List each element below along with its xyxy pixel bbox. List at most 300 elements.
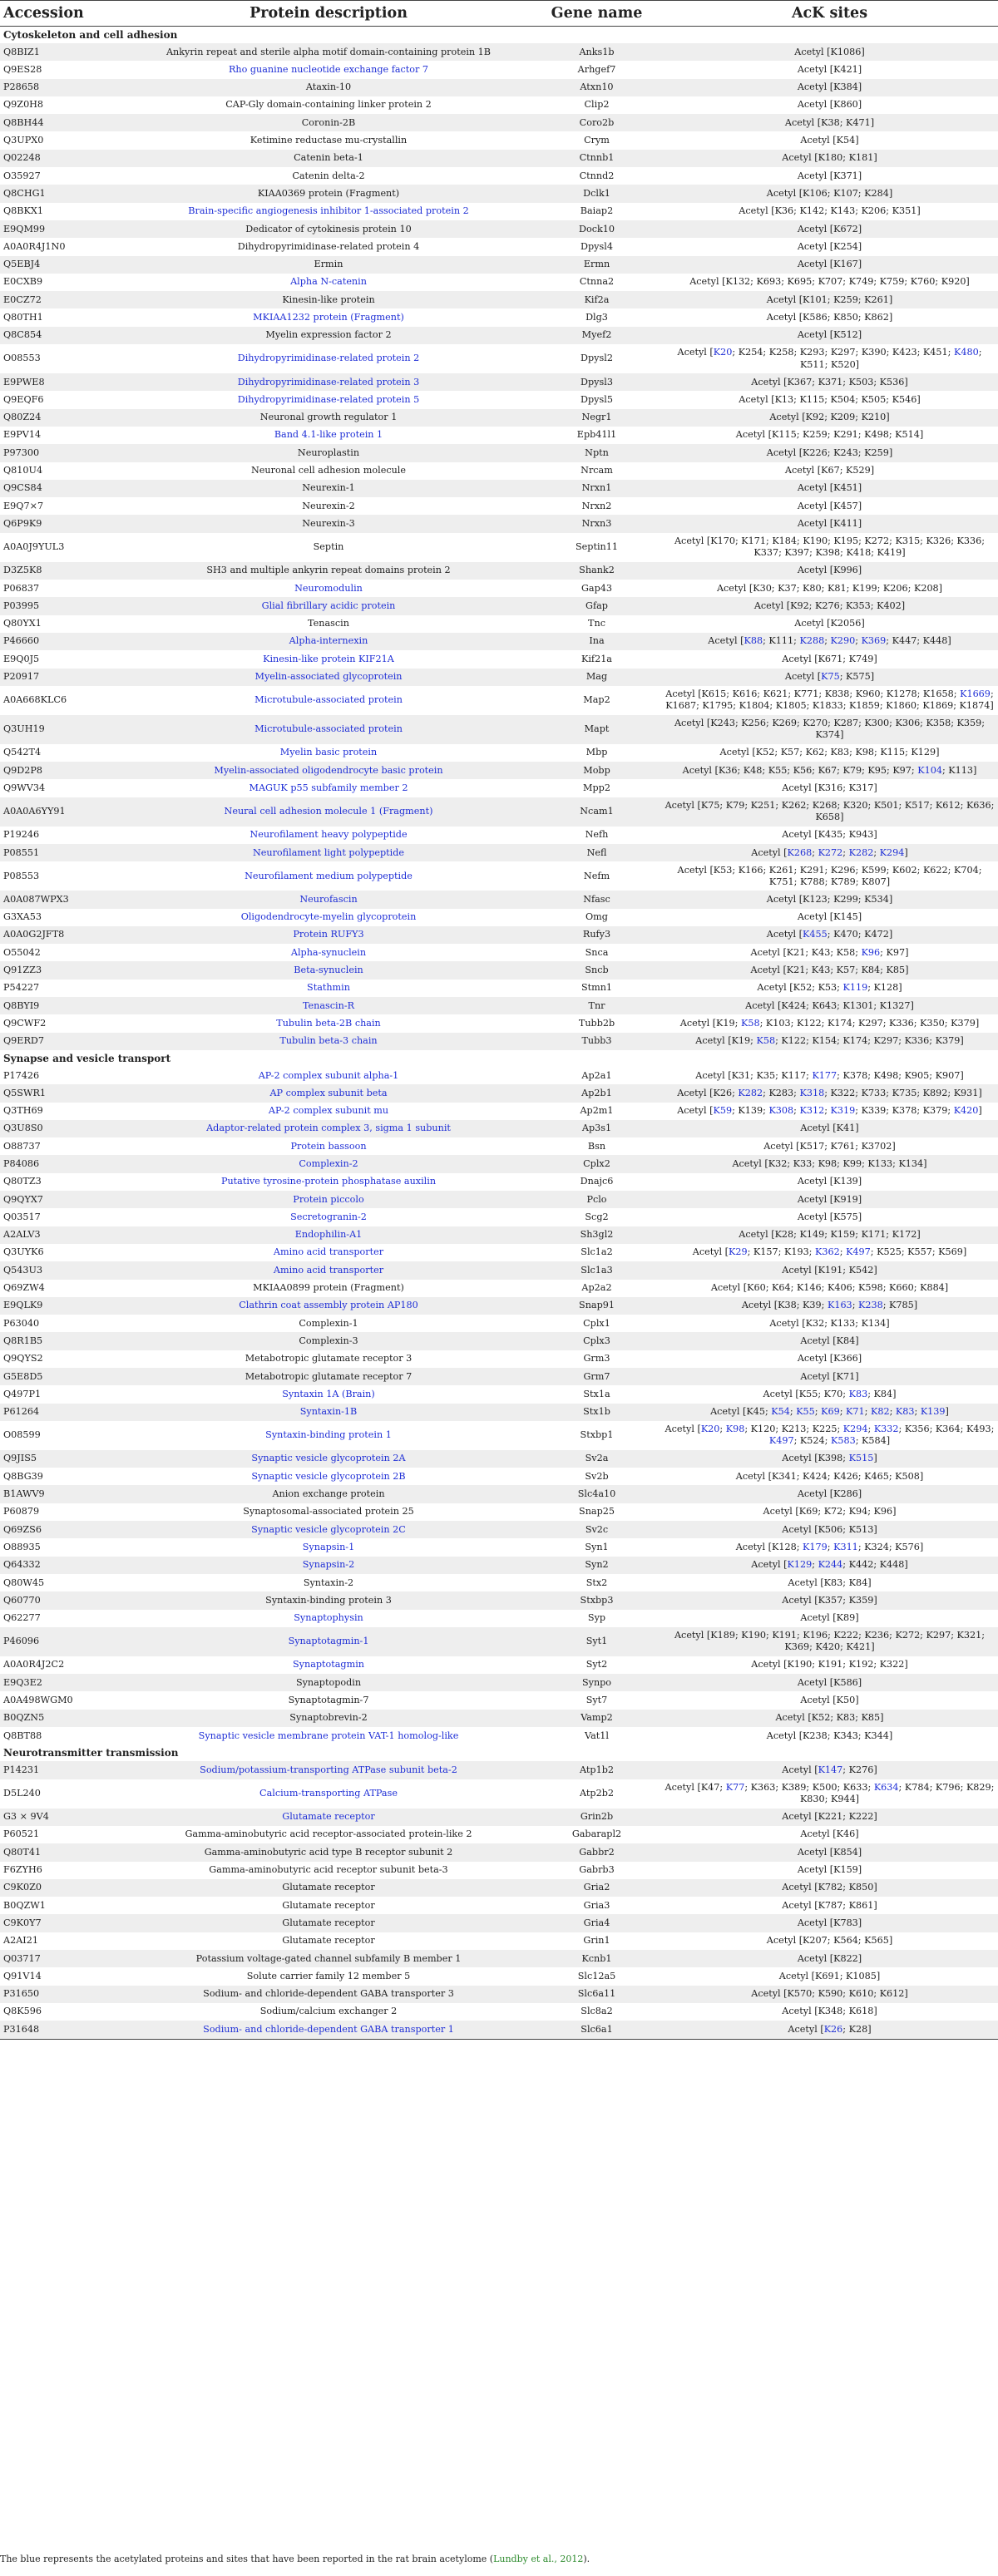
- footnote-end: ).: [583, 2554, 590, 2564]
- gene-name-cell: Vat1l: [585, 1730, 609, 1741]
- site-highlighted: K497: [768, 1435, 794, 1447]
- site-text: ;: [914, 1406, 921, 1418]
- protein-description-cell: Dihydropyrimidinase-related protein 5: [237, 393, 420, 405]
- gene-name-cell: Kif2a: [532, 291, 661, 308]
- accession-cell: Q497P1: [3, 1388, 42, 1399]
- protein-description-cell: Anion exchange protein: [125, 1485, 532, 1503]
- protein-description-cell: Band 4.1-like protein 1: [274, 429, 383, 441]
- site-text: ;: [793, 1105, 800, 1117]
- protein-description-cell: Solute carrier family 12 member 5: [246, 1970, 411, 1981]
- ack-sites-cell: [661, 1610, 998, 1627]
- site-highlighted: K83: [848, 1388, 868, 1399]
- site-text: K658]: [815, 812, 844, 823]
- table-row: [0, 650, 998, 668]
- accession-cell: F6ZYH6: [3, 1864, 42, 1876]
- site-text: Acetyl [K54]: [800, 135, 859, 146]
- site-highlighted: K26: [823, 2023, 843, 2035]
- table-row: [0, 1574, 998, 1591]
- site-highlighted: K71: [846, 1406, 865, 1418]
- accession-cell: Q69ZS6: [0, 1521, 125, 1538]
- ack-sites-cell: [661, 1120, 998, 1137]
- table-row: [0, 861, 998, 891]
- site-text: Acetyl [K170; K171; K184; K190; K195; K272; K315; K326; K336;: [674, 535, 986, 547]
- site-text: Acetyl [K506; K513]: [782, 1523, 877, 1535]
- protein-description-cell: Coronin-2B: [125, 114, 532, 131]
- gene-name-cell: Dpysl5: [581, 393, 613, 405]
- section-title: Cytoskeleton and cell adhesion: [3, 28, 178, 41]
- protein-description-cell: Neuronal cell adhesion molecule: [251, 465, 406, 476]
- ack-sites-cell: [661, 1261, 998, 1279]
- site-text: Acetyl [K787; K861]: [782, 1899, 877, 1911]
- accession-cell: Q3TH69: [3, 1105, 43, 1117]
- ack-sites-cell: [661, 1691, 998, 1709]
- site-text: Acetyl [K421]: [797, 63, 862, 75]
- table-row: [0, 533, 998, 562]
- gene-name-cell: Dpysl3: [532, 373, 661, 391]
- protein-description-cell: Synapsin-1: [302, 1541, 355, 1552]
- site-text: ; K97]: [880, 946, 909, 958]
- gene-name-cell: Ncam1: [532, 797, 661, 827]
- table-row: [0, 1208, 998, 1226]
- ack-sites-cell: [661, 1067, 998, 1084]
- site-text: Acetyl [K570; K590; K610; K612]: [751, 1988, 908, 2000]
- ack-sites-cell: [661, 96, 998, 114]
- gene-name-cell: Ap2m1: [580, 1105, 614, 1117]
- table-row: [0, 1315, 998, 1332]
- accession-cell: Q8BH44: [0, 114, 125, 131]
- site-text: ; K128]: [867, 982, 902, 994]
- table-row: [0, 1727, 998, 1744]
- table-row: [0, 1843, 998, 1861]
- footnote-citation-link[interactable]: Lundby et al., 2012: [493, 2554, 584, 2564]
- accession-cell: Q543U3: [0, 1261, 125, 1279]
- ack-sites-cell: [661, 2003, 998, 2021]
- table-row: [0, 1627, 998, 1656]
- gene-name-cell: Tnr: [532, 997, 661, 1014]
- table-row: [0, 1155, 998, 1172]
- ack-sites-cell: [661, 669, 998, 686]
- site-text: Acetyl [K115; K259; K291; K498; K514]: [735, 429, 924, 441]
- ack-sites-cell: [661, 1656, 998, 1674]
- table-row: [0, 997, 998, 1014]
- ack-sites-cell: [661, 409, 998, 427]
- ack-sites-cell: [661, 1897, 998, 1914]
- site-text: Acetyl [K123; K299; K534]: [766, 893, 893, 905]
- ack-sites-cell: [661, 43, 998, 61]
- accession-cell: P63040: [3, 1317, 40, 1329]
- site-text: Acetyl [K435; K943]: [782, 829, 877, 841]
- site-text: ; K120; K213; K225;: [744, 1424, 843, 1435]
- protein-description-cell: Neural cell adhesion molecule 1 (Fragment): [125, 797, 532, 827]
- site-text: Acetyl [K1086]: [794, 46, 865, 57]
- accession-cell: P54227: [3, 982, 40, 994]
- protein-description-cell: Secretogranin-2: [290, 1211, 367, 1222]
- site-highlighted: K98: [725, 1424, 745, 1435]
- site-text: Acetyl [K671; K749]: [782, 653, 877, 664]
- table-row: [0, 1226, 998, 1244]
- site-highlighted: K96: [861, 946, 881, 958]
- table-row: [0, 1674, 998, 1691]
- accession-cell: Q80W45: [3, 1577, 45, 1588]
- accession-cell: Q60770: [0, 1591, 125, 1609]
- accession-cell: E9QM99: [0, 220, 125, 238]
- gene-name-cell: Cplx2: [532, 1155, 661, 1172]
- protein-description-cell: Tubulin beta-3 chain: [125, 1033, 532, 1050]
- protein-description-cell: Potassium voltage-gated channel subfamily B member 1: [125, 1950, 532, 1967]
- site-text: Acetyl [K55; K70;: [763, 1388, 849, 1399]
- accession-cell: Q6P9K9: [0, 515, 125, 532]
- site-text: ; K283;: [763, 1087, 800, 1098]
- table-row: [0, 1656, 998, 1674]
- ack-sites-cell: [661, 615, 998, 633]
- gene-name-cell: Gria2: [532, 1879, 661, 1897]
- site-text: Acetyl [K243; K256; K269; K270; K287; K300; K306; K358; K359;: [674, 718, 986, 729]
- accession-cell: A0A668KLC6: [3, 694, 67, 706]
- protein-description-cell: Beta-synuclein: [125, 961, 532, 979]
- accession-cell: E0CZ72: [0, 291, 125, 308]
- accession-cell: Q3UH19: [0, 715, 125, 744]
- accession-cell: Q9Z0H8: [3, 99, 44, 111]
- gene-name-cell: Myef2: [532, 327, 661, 344]
- site-text: ; K442; K448]: [842, 1559, 908, 1571]
- protein-description-cell: MKIAA1232 protein (Fragment): [253, 312, 404, 323]
- protein-description-cell: Alpha-synuclein: [290, 946, 367, 958]
- site-text: Acetyl [K132; K693; K695; K707; K749; K759; K760; K920]: [689, 276, 970, 288]
- ack-sites-cell: [661, 203, 998, 220]
- site-text: Acetyl [: [751, 1559, 788, 1571]
- site-highlighted: K179: [803, 1541, 828, 1552]
- gene-name-cell: Crym: [584, 135, 610, 146]
- site-text: Acetyl [K36; K142; K143; K206; K351]: [739, 205, 921, 217]
- table-row: [0, 1385, 998, 1403]
- accession-cell: Q9QYS2: [3, 1353, 43, 1364]
- accession-cell: P97300: [0, 444, 125, 461]
- table-row: [0, 409, 998, 427]
- gene-name-cell: Mag: [532, 669, 661, 686]
- site-text: ; K378; K498; K905; K907]: [837, 1069, 964, 1081]
- site-text: Acetyl [K782; K850]: [782, 1882, 877, 1893]
- site-text: ;: [719, 1424, 726, 1435]
- accession-cell: G3 × 9V4: [0, 1809, 125, 1826]
- site-text: Acetyl [K13; K115; K504; K505; K546]: [739, 393, 921, 405]
- site-text: Acetyl [K357; K359]: [782, 1594, 877, 1606]
- ack-sites-cell: [661, 497, 998, 515]
- site-text: Acetyl [K411]: [797, 517, 862, 529]
- accession-cell: P28658: [0, 79, 125, 96]
- accession-cell: Q9ES28: [3, 63, 42, 75]
- table-row: [0, 327, 998, 344]
- site-text: Acetyl [K207; K564; K565]: [766, 1935, 893, 1947]
- protein-description-cell: Kinesin-like protein KIF21A: [263, 653, 394, 664]
- protein-description-cell: Neurofilament light polypeptide: [125, 844, 532, 861]
- gene-name-cell: Stx2: [585, 1577, 608, 1588]
- table-row: [0, 1450, 998, 1468]
- site-text: Acetyl [K92; K276; K353; K402]: [753, 600, 906, 611]
- site-highlighted: K55: [796, 1406, 815, 1418]
- ack-sites-cell: [661, 1173, 998, 1191]
- accession-cell: P60521: [3, 1828, 40, 1840]
- site-text: K374]: [815, 729, 844, 741]
- site-highlighted: K480: [953, 347, 979, 358]
- gene-name-cell: Nrxn3: [532, 515, 661, 532]
- accession-cell: Q03717: [0, 1950, 125, 1967]
- accession-cell: Q5SWR1: [0, 1084, 125, 1102]
- accession-cell: Q8BT88: [3, 1730, 42, 1741]
- ack-sites-cell: [661, 515, 998, 532]
- table-row: [0, 1826, 998, 1843]
- ack-sites-cell: [661, 79, 998, 96]
- gene-name-cell: Tnc: [588, 618, 605, 629]
- site-text: Acetyl [K451]: [797, 482, 862, 494]
- protein-description-cell: Kinesin-like protein: [125, 291, 532, 308]
- accession-cell: A0A0G2JFT8: [0, 926, 125, 944]
- site-text: ]: [904, 846, 908, 858]
- table-row: [0, 274, 998, 291]
- ack-sites-cell: [661, 797, 998, 827]
- site-highlighted: K583: [830, 1435, 856, 1447]
- protein-description-cell: MAGUK p55 subfamily member 2: [249, 782, 408, 793]
- site-text: Acetyl [K860]: [797, 99, 862, 111]
- table-row: [0, 185, 998, 202]
- protein-description-cell: Synaptic vesicle glycoprotein 2C: [125, 1521, 532, 1538]
- accession-cell: P31650: [0, 1986, 125, 2003]
- protein-description-cell: Protein bassoon: [290, 1140, 367, 1152]
- accession-cell: Q9WV34: [3, 782, 46, 793]
- table-row: [0, 114, 998, 131]
- gene-name-cell: Nefl: [532, 844, 661, 861]
- accession-cell: P84086: [0, 1155, 125, 1172]
- accession-cell: A2AI21: [3, 1935, 38, 1947]
- ack-sites-cell: [661, 997, 998, 1014]
- gene-name-cell: Vamp2: [532, 1710, 661, 1727]
- ack-sites-cell: [661, 373, 998, 391]
- site-text: ;: [812, 846, 818, 858]
- site-text: Acetyl [K2056]: [794, 618, 865, 629]
- ack-sites-cell: [661, 1574, 998, 1591]
- accession-cell: D5L240: [3, 1788, 41, 1799]
- site-text: Acetyl [K512]: [797, 329, 862, 341]
- site-text: ;: [852, 1300, 859, 1311]
- table-row: [0, 203, 998, 220]
- table-row: [0, 1280, 998, 1297]
- protein-description-cell: Synaptic vesicle glycoprotein 2A: [125, 1450, 532, 1468]
- site-text: Acetyl [K89]: [800, 1612, 859, 1624]
- table-row: [0, 1404, 998, 1421]
- ack-sites-cell: [661, 1155, 998, 1172]
- ack-sites-cell: [661, 1538, 998, 1556]
- protein-description-cell: Tubulin beta-2B chain: [276, 1017, 381, 1029]
- site-text: Acetyl [K139]: [797, 1176, 862, 1187]
- gene-name-cell: Baiap2: [580, 205, 614, 217]
- gene-name-cell: Syn1: [585, 1541, 609, 1552]
- gene-name-cell: Slc6a11: [532, 1986, 661, 2003]
- accession-cell: P46660: [0, 633, 125, 650]
- gene-name-cell: Dpysl4: [581, 240, 613, 252]
- table-row: [0, 61, 998, 78]
- table-row: [0, 580, 998, 597]
- gene-name-cell: Negr1: [532, 409, 661, 427]
- accession-cell: Q02248: [0, 150, 125, 167]
- site-highlighted: K58: [756, 1035, 776, 1047]
- ack-sites-cell: [661, 1761, 998, 1779]
- protein-description-cell: Neuromodulin: [294, 582, 363, 594]
- ack-sites-cell: [661, 1950, 998, 1967]
- gene-name-cell: Nptn: [532, 444, 661, 461]
- table-row: [0, 1897, 998, 1914]
- site-highlighted: K294: [879, 846, 905, 858]
- table-row: [0, 686, 998, 715]
- gene-name-cell: Sv2b: [585, 1470, 609, 1482]
- site-highlighted: K59: [713, 1105, 733, 1117]
- ack-sites-cell: [661, 744, 998, 762]
- protein-description-cell: Neurofilament heavy polypeptide: [250, 829, 408, 841]
- table-row: [0, 669, 998, 686]
- accession-cell: P60879: [3, 1506, 40, 1517]
- accession-cell: Q91ZZ3: [0, 961, 125, 979]
- site-text: Acetyl [K180; K181]: [782, 152, 877, 164]
- site-text: Acetyl [K996]: [797, 565, 862, 576]
- ack-sites-cell: [661, 1967, 998, 1985]
- site-text: Acetyl [K316; K317]: [782, 782, 877, 793]
- gene-name-cell: Shank2: [532, 562, 661, 580]
- site-highlighted: K104: [917, 764, 942, 776]
- protein-description-cell: Sodium- and chloride-dependent GABA transporter 1: [125, 2021, 532, 2039]
- ack-sites-cell: [661, 344, 998, 373]
- site-highlighted: K54: [771, 1406, 790, 1418]
- site-text: ; K363; K389; K500; K633;: [744, 1781, 874, 1793]
- site-highlighted: K83: [895, 1406, 915, 1418]
- gene-name-cell: Omg: [585, 911, 608, 923]
- site-text: Acetyl [: [766, 929, 803, 940]
- accession-cell: Q8R1B5: [0, 1332, 125, 1350]
- site-highlighted: K282: [738, 1087, 763, 1098]
- table-row: [0, 131, 998, 149]
- table-row: [0, 762, 998, 779]
- accession-cell: E9Q3E2: [0, 1674, 125, 1691]
- gene-name-cell: Septin11: [576, 541, 618, 553]
- site-text: Acetyl [: [708, 635, 744, 647]
- protein-description-cell: Glial fibrillary acidic protein: [125, 597, 532, 614]
- gene-name-cell: Dpysl2: [581, 353, 613, 364]
- site-text: ]: [978, 1105, 982, 1117]
- site-text: ; K524;: [793, 1435, 831, 1447]
- table-row: [0, 1468, 998, 1485]
- site-highlighted: K288: [799, 635, 825, 647]
- table-row: [0, 980, 998, 997]
- site-highlighted: K455: [803, 929, 828, 940]
- section-header-row: [0, 1050, 998, 1067]
- site-highlighted: K497: [846, 1246, 871, 1258]
- ack-sites-cell: [661, 1627, 998, 1656]
- accession-cell: Q80TZ3: [3, 1176, 42, 1187]
- ack-sites-cell: [661, 220, 998, 238]
- site-text: ;: [978, 347, 982, 358]
- ack-sites-cell: [661, 1826, 998, 1843]
- gene-name-cell: Ctnnb1: [532, 150, 661, 167]
- ack-sites-cell: [661, 131, 998, 149]
- accession-cell: Q8BIZ1: [0, 43, 125, 61]
- gene-name-cell: Mapt: [532, 715, 661, 744]
- site-text: ;: [839, 1406, 847, 1418]
- ack-sites-cell: [661, 926, 998, 944]
- gene-name-cell: Clip2: [584, 99, 610, 111]
- ack-sites-cell: [661, 1315, 998, 1332]
- ack-sites-cell: [661, 1450, 998, 1468]
- table-row: [0, 238, 998, 255]
- header-gene-name: Gene name: [532, 1, 661, 27]
- accession-cell: B0QZN5: [0, 1710, 125, 1727]
- ack-sites-cell: [661, 944, 998, 961]
- table-row: [0, 944, 998, 961]
- site-text: ; K111;: [763, 635, 800, 647]
- gene-name-cell: Snca: [585, 946, 609, 958]
- ack-sites-cell: [661, 1368, 998, 1385]
- gene-name-cell: Ctnnd2: [579, 170, 615, 181]
- accession-cell: Q9ERD7: [0, 1033, 125, 1050]
- gene-name-cell: Dock10: [532, 220, 661, 238]
- accession-cell: Q69ZW4: [3, 1282, 45, 1294]
- accession-cell: Q9CWF2: [3, 1017, 47, 1029]
- protein-description-cell: Protein RUFY3: [125, 926, 532, 944]
- gene-name-cell: Kif21a: [581, 653, 612, 664]
- table-row: [0, 1914, 998, 1932]
- site-highlighted: K369: [861, 635, 887, 647]
- accession-cell: P14231: [0, 1761, 125, 1779]
- table-row: [0, 497, 998, 515]
- ack-sites-cell: [661, 1779, 998, 1809]
- table-row: [0, 1173, 998, 1191]
- gene-name-cell: Gria4: [532, 1914, 661, 1932]
- site-text: ;: [812, 1559, 818, 1571]
- site-text: ; K584]: [855, 1435, 891, 1447]
- site-text: Acetyl [K75; K79; K251; K262; K268; K320; K501; K517; K612; K636;: [665, 799, 995, 811]
- protein-description-cell: Dihydropyrimidinase-related protein 3: [125, 373, 532, 391]
- gene-name-cell: Slc12a5: [577, 1970, 616, 1981]
- gene-name-cell: Map2: [583, 694, 610, 706]
- protein-description-cell: Microtubule-associated protein: [254, 694, 403, 706]
- protein-description-cell: Calcium-transporting ATPase: [259, 1788, 398, 1799]
- site-text: Acetyl [K159]: [797, 1864, 862, 1876]
- ack-sites-cell: [661, 238, 998, 255]
- site-highlighted: K77: [725, 1781, 745, 1793]
- gene-name-cell: Dclk1: [532, 185, 661, 202]
- site-highlighted: K244: [818, 1559, 843, 1571]
- accession-cell: Q80YX1: [3, 618, 42, 629]
- gene-name-cell: Anks1b: [532, 43, 661, 61]
- gene-name-cell: Gap43: [581, 582, 612, 594]
- table-row: [0, 909, 998, 926]
- accession-cell: A0A0R4J2C2: [3, 1659, 65, 1670]
- header-ack-sites: AcK sites: [661, 1, 998, 27]
- ack-sites-cell: [661, 844, 998, 861]
- gene-name-cell: Pclo: [532, 1191, 661, 1208]
- table-row: [0, 1761, 998, 1779]
- protein-description-cell: Septin: [313, 541, 344, 553]
- site-text: ;: [789, 1406, 797, 1418]
- gene-name-cell: Snap91: [532, 1297, 661, 1315]
- gene-name-cell: Sv2c: [532, 1521, 661, 1538]
- table-row: [0, 167, 998, 185]
- accession-cell: A2ALV3: [0, 1226, 125, 1244]
- ack-sites-cell: [661, 1986, 998, 2003]
- site-text: Acetyl [: [692, 1246, 729, 1258]
- site-text: ; K28]: [842, 2023, 872, 2035]
- accession-cell: O08599: [3, 1429, 41, 1441]
- ack-sites-cell: [661, 650, 998, 668]
- site-text: Acetyl [K50]: [800, 1695, 859, 1705]
- protein-description-cell: Glutamate receptor: [282, 1935, 375, 1947]
- site-text: Acetyl [K128;: [735, 1541, 803, 1552]
